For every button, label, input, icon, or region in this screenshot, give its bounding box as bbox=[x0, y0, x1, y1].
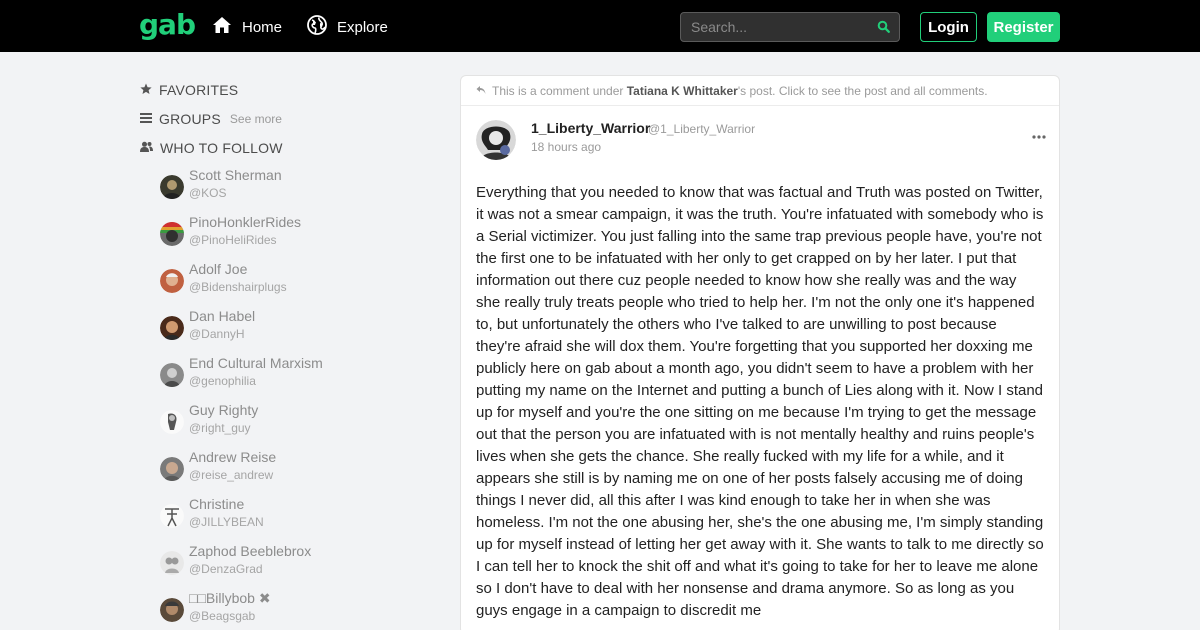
follow-handle: @right_guy bbox=[189, 421, 251, 435]
gab-logo[interactable]: gab bbox=[139, 8, 195, 41]
avatar bbox=[160, 316, 184, 340]
parent-post-notice[interactable] bbox=[461, 76, 1059, 106]
who-to-follow-label: WHO TO FOLLOW bbox=[160, 140, 283, 156]
groups-label: GROUPS bbox=[159, 111, 221, 127]
avatar bbox=[160, 269, 184, 293]
follow-suggestion[interactable] bbox=[160, 402, 440, 449]
users-icon bbox=[140, 140, 160, 156]
follow-suggestion[interactable] bbox=[160, 590, 440, 630]
favorites-label: FAVORITES bbox=[159, 82, 239, 98]
follow-suggestion[interactable] bbox=[160, 496, 440, 543]
star-icon bbox=[140, 82, 159, 98]
follow-handle: @KOS bbox=[189, 186, 227, 200]
follow-suggestion[interactable] bbox=[160, 214, 440, 261]
nav-explore-label: Explore bbox=[337, 18, 388, 36]
nav-explore-link[interactable] bbox=[307, 15, 388, 39]
author-name[interactable]: 1_Liberty_Warrior bbox=[531, 120, 651, 136]
follow-name: End Cultural Marxism bbox=[189, 355, 323, 371]
reply-arrow-icon bbox=[476, 84, 492, 98]
follow-handle: @DenzaGrad bbox=[189, 562, 263, 576]
notice-author[interactable]: Tatiana K Whittaker bbox=[626, 83, 738, 98]
follow-name: Christine bbox=[189, 496, 245, 512]
left-sidebar bbox=[140, 80, 440, 630]
register-button[interactable]: Register bbox=[987, 12, 1060, 42]
avatar bbox=[160, 457, 184, 481]
post-timestamp[interactable]: 18 hours ago bbox=[531, 140, 602, 154]
avatar bbox=[160, 363, 184, 387]
follow-handle: @reise_andrew bbox=[189, 468, 274, 482]
who-to-follow-header bbox=[140, 138, 440, 158]
follow-name: □□Billybob ✖ bbox=[189, 590, 271, 606]
follow-name: Scott Sherman bbox=[189, 167, 282, 183]
globe-icon bbox=[307, 15, 337, 39]
follow-name: Andrew Reise bbox=[189, 449, 277, 465]
follow-handle: @genophilia bbox=[189, 374, 256, 388]
post-card bbox=[460, 75, 1060, 630]
follow-suggestion[interactable] bbox=[160, 167, 440, 214]
avatar bbox=[160, 410, 184, 434]
author-handle[interactable]: @1_Liberty_Warrior bbox=[648, 122, 756, 136]
nav-home-label: Home bbox=[242, 18, 283, 36]
favorites-header[interactable] bbox=[140, 80, 440, 100]
follow-name: PinoHonklerRides bbox=[189, 214, 302, 230]
list-icon bbox=[140, 111, 159, 127]
follow-suggestion[interactable] bbox=[160, 261, 440, 308]
follow-name: Adolf Joe bbox=[189, 261, 248, 277]
groups-header[interactable] bbox=[140, 109, 440, 129]
follow-handle: @PinoHeliRides bbox=[189, 233, 277, 247]
post-body-text: Everything that you needed to know that was factual and Truth was posted on Twitter, it was not a smear campaign, it was the truth. You're infatuated with somebody who is a Serial victimizer. You just falling into the same trap previous people have, you're not the first one to be infatuated with her only to get crapped on by her later. I put that information out there cuz people needed to know how she really was and the way she really truly treats people who tried to help her. I'm not the only one it's happened to, but unfortunately the others who I've talked to are unwilling to post because they're afraid she will dox them. You're forgetting that you supported her doxxing me publicly here on gab about a month ago, you didn't seem to have a problem with her putting my name on the Internet and putting a bunch of Lies along with it. Now I stand up for myself and you're the one sitting on me because I'm trying to get the message out that the person you are infatuated with is not mentally healthy and ruins people's lives when she gets the chance. She really fucked with my life for a while, and it appears she still is by naming me on one of her posts falsely accusing me of doing things I never did, all this after I was kind enough to take her in when she was homeless. I'm not the one abusing her, she's the one abusing me, I'm simply standing up for myself instead of letting her get away with it. She wants to talk to me directly so I can tell her to knock the shit off and what it's going to take for her to leave me alone so I don't have to deal with her nonsense and drama anymore. So as long as you guys engage in a campaign to discredit me bbox=[476, 184, 1044, 619]
follow-name: Guy Righty bbox=[189, 402, 259, 418]
follow-suggestion[interactable] bbox=[160, 449, 440, 496]
follow-name: Zaphod Beeblebrox bbox=[189, 543, 312, 559]
follow-suggestion[interactable] bbox=[160, 355, 440, 402]
follow-name: Dan Habel bbox=[189, 308, 256, 324]
search-icon[interactable] bbox=[877, 20, 890, 38]
search-box bbox=[680, 12, 900, 42]
avatar bbox=[160, 175, 184, 199]
avatar bbox=[160, 598, 184, 622]
avatar bbox=[160, 504, 184, 528]
follow-suggestion[interactable] bbox=[160, 543, 440, 590]
nav-home-link[interactable] bbox=[212, 15, 282, 39]
top-navigation-bar bbox=[0, 0, 1200, 52]
author-avatar[interactable] bbox=[476, 120, 516, 160]
search-input[interactable] bbox=[681, 13, 871, 41]
follow-handle: @Bidenshairplugs bbox=[189, 280, 287, 294]
groups-see-more-link[interactable]: See more bbox=[229, 112, 282, 126]
home-icon bbox=[212, 15, 242, 39]
notice-prefix: This is a comment under bbox=[492, 83, 627, 98]
follow-handle: @JILLYBEAN bbox=[189, 515, 264, 529]
avatar bbox=[160, 222, 184, 246]
follow-suggestion[interactable] bbox=[160, 308, 440, 355]
post-header bbox=[461, 106, 1059, 174]
login-button[interactable]: Login bbox=[920, 12, 977, 42]
follow-handle: @Beagsgab bbox=[189, 609, 256, 623]
notice-suffix: 's post. Click to see the post and all comments. bbox=[737, 83, 988, 98]
more-options-icon[interactable] bbox=[1032, 126, 1046, 144]
avatar bbox=[160, 551, 184, 575]
who-to-follow-list bbox=[160, 167, 440, 630]
follow-handle: @DannyH bbox=[189, 327, 245, 341]
